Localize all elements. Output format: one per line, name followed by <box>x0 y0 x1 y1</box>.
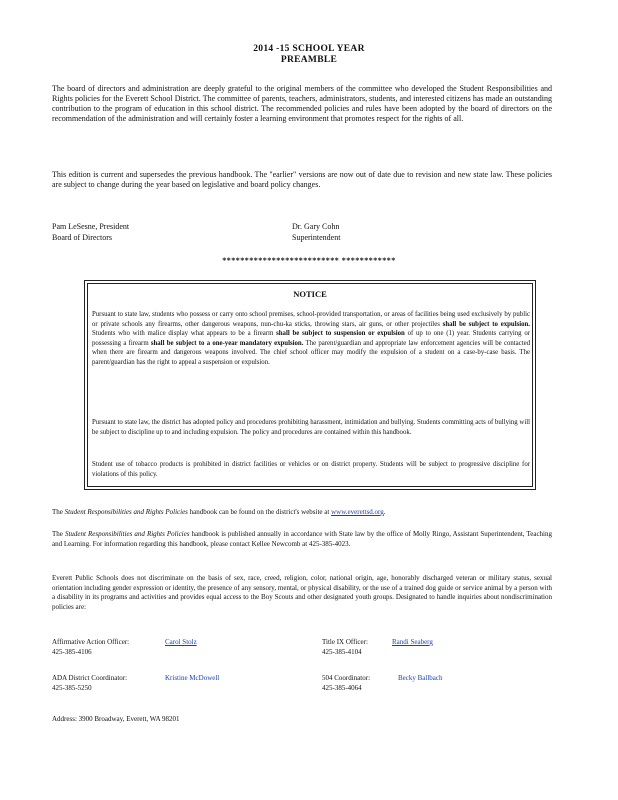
notice-text: of up to one (1) year. Students carrying or possessing a firearm <box>92 330 530 347</box>
page-subtitle: PREAMBLE <box>280 55 338 65</box>
notice-paragraph-tobacco: Student use of tobacco products is prohibited in district facilities or vehicles or on district property. Students will be subject to progressive discipline for violations of this policy. <box>92 461 530 478</box>
contact-504-name: Becky Ballbach <box>398 674 443 682</box>
contact-title-ix-name[interactable]: Randi Seaberg <box>392 638 433 646</box>
notice-paragraph-bullying: Pursuant to state law, the district has adopted policy and procedures prohibiting harassment, intimidation and bullying. Students committing acts of bullying will be subject to discipline up to and including expulsion. The policy and procedures are contained within this handbook. <box>92 419 530 436</box>
handbook-title-italic: Student Responsibilities and Rights Policies <box>64 508 188 516</box>
contact-ada-phone: 425-385-5250 <box>52 684 92 692</box>
contact-ada-name: Kristine McDowell <box>165 674 220 682</box>
notice-inner-border <box>87 283 533 487</box>
notice-box <box>84 280 536 490</box>
notice-bold-text: shall be subject to a one-year mandatory expulsion. <box>150 339 304 347</box>
contact-504-label: 504 Coordinator: <box>322 674 371 682</box>
contact-ada-label: ADA District Coordinator: <box>52 674 128 682</box>
contact-title-ix-phone: 425-385-4104 <box>322 648 362 656</box>
contact-affirmative-action-label: Affirmative Action Officer: <box>52 638 130 646</box>
contact-504-phone: 425-385-4064 <box>322 684 362 692</box>
info-text: The <box>52 530 65 538</box>
district-website-link[interactable]: www.everettsd.org <box>331 508 384 516</box>
info-text: . <box>383 508 386 516</box>
preamble-paragraph-1: The board of directors and administration are deeply grateful to the original members of the committee who developed the Student Responsibilities and Rights policies for the Everett School District. The committee of parents, teachers, administrators, students, and interested citizens has made an outstanding contribution to the program of education in this school district. The recommended policies and rules have been adopted by the board of directors on the recommendation of the administration and will certainly foster a learning environment that promotes respect for the rights of all. <box>52 84 552 123</box>
notice-paragraph-weapons <box>92 310 530 367</box>
info-paragraph-website <box>52 508 552 518</box>
info-text: The <box>52 508 65 516</box>
handbook-title-italic: Student Responsibilities and Rights Policies <box>64 530 190 538</box>
notice-text: The parent/guardian and appropriate law enforcement agencies will be contacted when there are firearm and dangerous weapons involved. The chief school officer may modify the expulsion of a student on a case-by-case basis. The parent/guardian has the right to appeal a suspension or expulsion. <box>92 339 530 366</box>
signature-left-name: Pam LeSesne, President <box>52 222 130 231</box>
notice-bold-text: shall be subject to expulsion. <box>442 320 531 328</box>
notice-heading: NOTICE <box>293 289 327 299</box>
page-title: 2014 -15 SCHOOL YEAR <box>253 44 365 54</box>
contact-affirmative-action-name[interactable]: Carol Stolz <box>165 638 197 646</box>
separator-stars: ************************** ************ <box>222 256 396 265</box>
contact-affirmative-action-phone: 425-385-4106 <box>52 648 92 656</box>
notice-text: Students who with malice display what appears to be a firearm <box>92 330 277 337</box>
info-paragraph-publication <box>52 530 552 549</box>
preamble-paragraph-2: This edition is current and supersedes the previous handbook. The "earlier" versions are now out of date due to revision and new state law. These policies are subject to change during the year based on legislative and board policy changes. <box>52 170 552 189</box>
info-text: handbook is published annually in accordance with State law by the office of Molly Ringo, Assistant Superintendent, Teaching and Learning. For information regarding this handbook, please contact Kellee Newcomb at 425-385-4023. <box>52 530 553 548</box>
signature-left-title: Board of Directors <box>52 233 112 242</box>
district-address: Address: 3900 Broadway, Everett, WA 98201 <box>52 715 180 723</box>
signature-right-title: Superintendent <box>292 233 341 242</box>
notice-bold-text: shall be subject to suspension or expulsion <box>276 330 405 337</box>
contact-title-ix-label: Title IX Officer: <box>322 638 368 646</box>
info-paragraph-nondiscrimination: Everett Public Schools does not discriminate on the basis of sex, race, creed, religion, color, national origin, age, honorably discharged veteran or military status, sexual orientation including gender expression or identity, the presence of any sensory, mental, or physical disability, or the use of a trained dog guide or service animal by a person with a disability in its programs and activities and provides equal access to the Boy Scouts and other designated youth groups. Designated to handle inquiries about nondiscrimination policies are: <box>52 574 552 611</box>
signature-right-name: Dr. Gary Cohn <box>292 222 340 231</box>
info-text: handbook can be found on the district's website at <box>187 508 332 516</box>
notice-text: Pursuant to state law, students who possess or carry onto school premises, school-provided transportation, or areas of facilities being used exclusively by public or private schools any firearms, other dangerous weapons, nun-chu-ka sticks, throwing stars, air guns, or other projectiles <box>92 311 530 328</box>
